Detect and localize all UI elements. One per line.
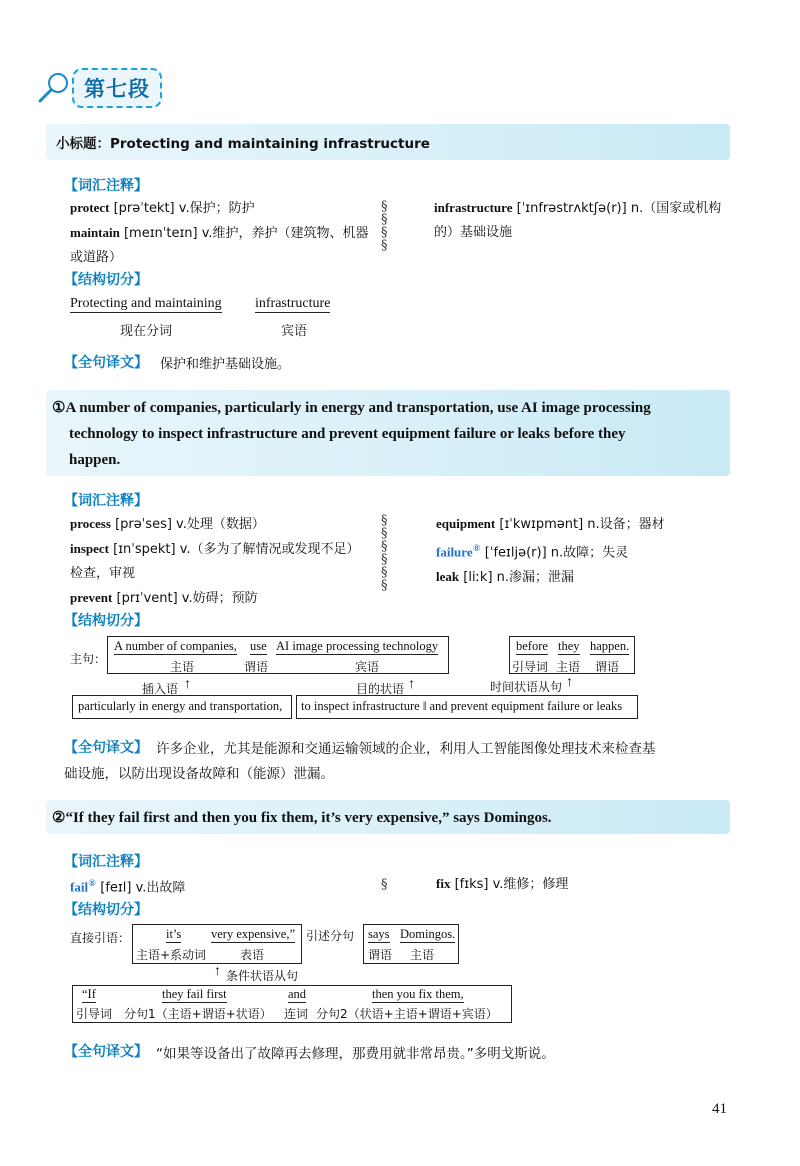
vocab-entry: maintain [meɪnˈteɪn] v.维护，养护（建筑物、机器 [70, 225, 369, 241]
insertion-phrase: particularly in energy and transportation, [78, 699, 283, 713]
translation-label-2: 【全句译文】 [64, 1044, 148, 1060]
report-verb: says [368, 927, 390, 941]
translation-label-1: 【全句译文】 [64, 740, 148, 756]
vocab-list-right-0 [434, 196, 744, 245]
struct-role: 现在分词 [120, 324, 173, 339]
wave-divider-icon: § [381, 877, 388, 892]
cond-role: 分句1（主语+谓语+状语） [124, 1007, 272, 1021]
main-subject: A number of companies, [114, 639, 237, 653]
time-role: 主语 [556, 660, 581, 674]
vocab-list-right-1 [436, 512, 746, 590]
page-number: 41 [712, 1101, 727, 1117]
connector-label: 插入语 [142, 682, 179, 696]
connector-label: 目的状语 [356, 682, 405, 696]
vocab-entry: leak [liːk] n.渗漏；泄漏 [436, 569, 575, 586]
vocab-label-0: 【词汇注释】 [64, 178, 148, 194]
quote-label: 直接引语： [70, 931, 131, 945]
vocab-label-1: 【词汇注释】 [64, 493, 148, 509]
arrow-up-icon: ↑ [408, 677, 415, 692]
translation-2: “如果等设备出了故障再去修理，那费用就非常昂贵。”多明戈斯说。 [156, 1046, 555, 1062]
vocab-entry: 或道路） [70, 250, 123, 265]
time-role: 引导词 [512, 660, 549, 674]
cond-label: 条件状语从句 [226, 969, 299, 983]
subtitle: 小标题：Protecting and maintaining infrastructure [56, 136, 430, 152]
struct-object: infrastructure [255, 296, 331, 311]
role-verb: 谓语 [244, 660, 269, 674]
section-title-badge [72, 68, 162, 108]
vocab-label-2: 【词汇注释】 [64, 854, 148, 870]
time-verb: happen. [590, 639, 630, 653]
struct-role: 宾语 [281, 324, 308, 339]
purpose-phrase: to inspect infrastructure ‖ and prevent equipment failure or leaks [301, 699, 623, 713]
arrow-up-icon: ↑ [214, 964, 221, 979]
quote-predicative: very expensive,” [211, 927, 295, 941]
arrow-up-icon: ↑ [184, 677, 191, 692]
vocab-list-left-0 [70, 196, 375, 270]
vocab-entry: equipment [ɪˈkwɪpmənt] n.设备；器材 [436, 516, 665, 532]
quote-subject: it’s [166, 927, 182, 941]
struct-phrase: Protecting and maintaining [70, 296, 222, 311]
sentence-line: ①A number of companies, particularly in energy and transportation, use AI image processing [52, 400, 651, 416]
time-subject: they [558, 639, 580, 653]
vocab-entry-fix: fix [fɪks] v.维修；修理 [436, 876, 569, 892]
arrow-up-icon: ↑ [566, 675, 573, 690]
structure-label-1: 【结构切分】 [64, 613, 148, 629]
role-subject: 主语 [170, 660, 195, 674]
sentence-1 [52, 395, 732, 473]
translation-line: 础设施，以防出现设备故障和（能源）泄漏。 [64, 766, 334, 782]
vocab-list-left-1 [70, 512, 380, 611]
report-role: 主语 [410, 948, 435, 962]
vocab-entry: process [prəˈses] v.处理（数据） [70, 516, 265, 532]
vocab-entry: inspect [ɪnˈspekt] v.（多为了解情况或发现不足） [70, 541, 360, 557]
sentence-2: ②“If they fail first and then you fix them, it’s very expensive,” says Domingos. [52, 810, 552, 826]
section-title: 第七段 [84, 77, 150, 101]
magnifier-icon [36, 70, 72, 104]
translation-1 [64, 737, 744, 787]
translation-line: 许多企业，尤其是能源和交通运输领域的企业，利用人工智能图像处理技术来检查基 [156, 741, 656, 757]
report-label: 引述分句 [306, 929, 355, 943]
sentence-line: technology to inspect infrastructure and prevent equipment failure or leaks before they [69, 426, 626, 442]
main-object: AI image processing technology [276, 639, 439, 653]
cond-word: “If [82, 987, 96, 1001]
time-conj: before [516, 639, 548, 653]
wave-divider-icon: § § § § § § [381, 513, 388, 593]
cond-word: then you fix them, [372, 987, 464, 1001]
cond-word: they fail first [162, 987, 227, 1001]
vocab-entry: 检查，审视 [70, 566, 136, 581]
cond-role: 连词 [284, 1007, 309, 1021]
translation-label-0: 【全句译文】 [64, 355, 148, 371]
vocab-entry: failure⑧ [ˈfeɪljə(r)] n.故障；失灵 [436, 544, 629, 561]
translation-0: 保护和维护基础设施。 [160, 357, 291, 372]
quote-role: 表语 [240, 948, 265, 962]
connector-label: 时间状语从句 [490, 680, 563, 694]
time-role: 谓语 [595, 660, 620, 674]
structure-label-0: 【结构切分】 [64, 272, 148, 288]
vocab-entry-fail: fail⑧ [feɪl] v.出故障 [70, 879, 186, 896]
role-object: 宾语 [355, 660, 380, 674]
cond-role: 引导词 [76, 1007, 113, 1021]
vocab-entry: infrastructure [ˈɪnfrəstrʌktʃə(r)] n.（国家或机构 [434, 200, 722, 216]
quote-role: 主语+系动词 [136, 948, 207, 962]
vocab-entry: protect [prəˈtekt] v.保护；防护 [70, 200, 255, 216]
vocab-entry: prevent [prɪˈvent] v.妨碍；预防 [70, 590, 258, 606]
cond-role: 分句2（状语+主语+谓语+宾语） [316, 1007, 498, 1021]
wave-divider-icon: § § § § [381, 199, 388, 253]
cond-word: and [288, 987, 307, 1001]
report-subject: Domingos. [400, 927, 456, 941]
main-verb: use [250, 639, 267, 653]
report-role: 谓语 [368, 948, 393, 962]
main-clause-label: 主句： [70, 652, 107, 666]
structure-label-2: 【结构切分】 [64, 902, 148, 918]
vocab-entry: 的）基础设施 [434, 225, 513, 240]
sentence-line: happen. [69, 452, 121, 468]
